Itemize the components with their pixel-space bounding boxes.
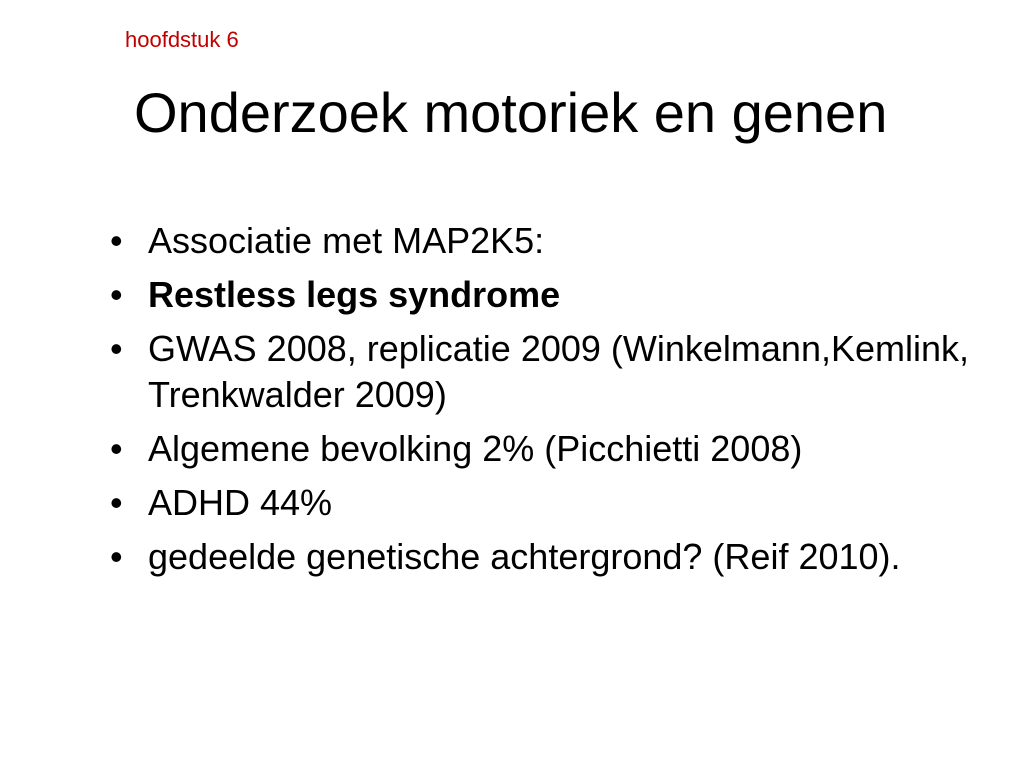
bullet-marker: • (110, 428, 123, 469)
bullet-text: ADHD 44% (148, 482, 333, 523)
bullet-marker: • (110, 536, 123, 577)
bullet-marker: • (110, 220, 123, 261)
bullet-item (108, 480, 988, 526)
bullet-item (108, 534, 988, 580)
bullet-text: gedeelde genetische achtergrond? (Reif 2010). (148, 536, 901, 577)
bullet-marker: • (110, 274, 123, 315)
slide-title: Onderzoek motoriek en genen (134, 81, 888, 144)
bullet-text-bold: Restless legs syndrome (148, 274, 561, 315)
bullet-marker: • (110, 482, 123, 523)
bullet-text: Associatie met MAP2K5: (148, 220, 545, 261)
bullet-text: Algemene bevolking 2% (Picchietti 2008) (148, 428, 803, 469)
chapter-label: hoofdstuk 6 (125, 27, 239, 52)
bullet-list (108, 218, 988, 588)
bullet-item (108, 426, 988, 472)
bullet-item (108, 272, 988, 318)
bullet-marker: • (110, 328, 123, 369)
bullet-item (108, 326, 988, 418)
bullet-text: GWAS 2008, replicatie 2009 (Winkelmann,Kemlink, Trenkwalder 2009) (148, 328, 970, 415)
bullet-item (108, 218, 988, 264)
